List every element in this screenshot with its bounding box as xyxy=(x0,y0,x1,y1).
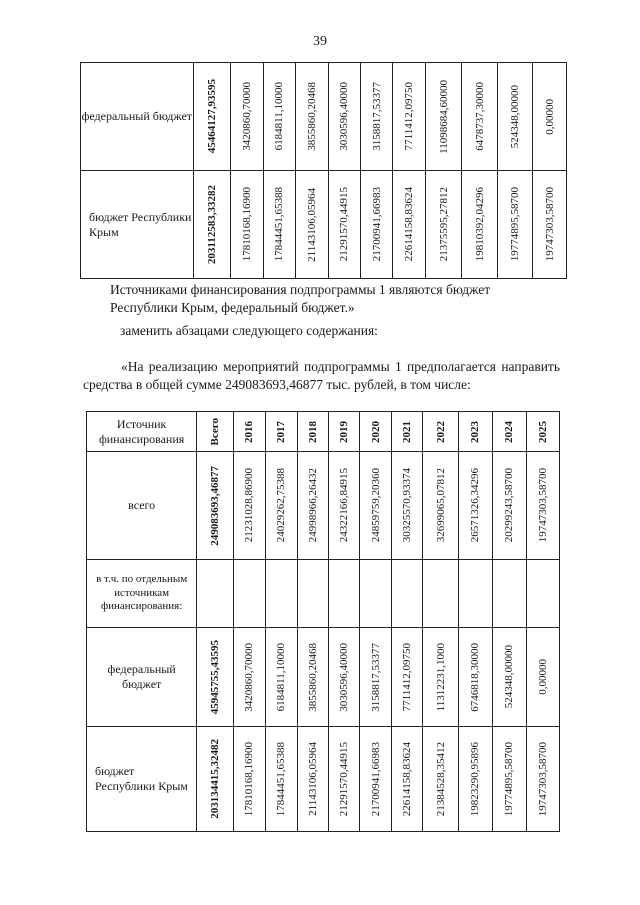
cell-value: 19810392,04296 xyxy=(473,187,486,262)
cell-value: 24859759,20360 xyxy=(369,468,382,543)
cell-value: 6746818,30000 xyxy=(469,642,482,712)
table-header-row xyxy=(87,412,560,452)
cell-value: 20299243,58700 xyxy=(503,468,516,543)
row-label-crimea: бюджет Республики Крым xyxy=(87,727,197,832)
cell-value: 17844451,65388 xyxy=(273,187,286,262)
cell-value: 3030596,40000 xyxy=(338,642,351,712)
paragraph-sources: Источниками финансирования подпрограммы 1 являются бюджет Республики Крым, федеральный бюджет.» xyxy=(110,282,491,316)
cell-value: 19774895,58700 xyxy=(503,741,516,817)
cell-total: 45464127,93595 xyxy=(205,79,218,154)
cell-value: 6184811,10000 xyxy=(275,642,288,712)
header-total: Всего xyxy=(208,417,221,446)
row-label-total: всего xyxy=(87,452,197,560)
cell-value: 24029262,75388 xyxy=(275,468,288,543)
cell-value: 21143106,05964 xyxy=(306,742,319,816)
cell-value: 21143106,05964 xyxy=(305,187,318,262)
cell-value: 19823290,95896 xyxy=(469,741,482,817)
cell-value: 17844451,65388 xyxy=(275,741,288,817)
row-label-federal: федеральный бюджет xyxy=(81,63,194,171)
header-year: 2024 xyxy=(503,420,516,443)
row-label-crimea: бюджет Республики Крым xyxy=(81,171,194,279)
cell-value: 24322166,84915 xyxy=(338,468,351,543)
cell-value: 3420860,70000 xyxy=(243,642,256,712)
header-year: 2023 xyxy=(469,420,482,443)
cell-value: 32699065,07812 xyxy=(434,468,447,543)
cell-value: 22614158,83624 xyxy=(403,187,416,262)
cell-value: 19747303,58700 xyxy=(536,468,549,543)
cell-value: 3855860,20468 xyxy=(306,642,319,712)
header-year: 2025 xyxy=(536,420,549,443)
cell-value: 6478737,30000 xyxy=(473,82,486,151)
table-row xyxy=(87,560,560,628)
table-row xyxy=(87,452,560,560)
cell-value: 11098684,60000 xyxy=(437,79,450,154)
cell-value: 24998966,26432 xyxy=(306,468,319,543)
table-row xyxy=(81,171,567,279)
cell-value: 3158817,53377 xyxy=(370,82,383,151)
cell-value: 3855860,20468 xyxy=(305,82,318,151)
header-year: 2020 xyxy=(369,420,382,443)
cell-total: 249083693,46877 xyxy=(208,465,221,546)
cell-total: 45945755,43595 xyxy=(208,639,221,715)
table-row xyxy=(87,628,560,727)
cell-total: 203112583,33282 xyxy=(205,184,218,265)
cell-value: 19774895,58700 xyxy=(509,187,522,262)
cell-value: 17810168,16900 xyxy=(240,187,253,262)
cell-total: 203134415,32482 xyxy=(208,739,221,819)
cell-value: 26571326,34296 xyxy=(469,468,482,543)
header-year: 2017 xyxy=(275,420,288,443)
cell-value: 21291570,44915 xyxy=(338,187,351,262)
cell-value: 3420860,70000 xyxy=(240,82,253,151)
paragraph-funding-total: «На реализацию мероприятий подпрограммы 1 предполагается направить средства в общей сумме 249083693,46877 тыс. рублей, в том числе: xyxy=(83,359,560,393)
cell-value: 524348,00000 xyxy=(509,84,522,149)
cell-value: 21384528,35412 xyxy=(434,741,447,817)
cell-value: 3030596,40000 xyxy=(338,82,351,151)
cell-value: 19747303,58700 xyxy=(543,187,556,262)
header-year: 2018 xyxy=(306,420,319,443)
header-year: 2016 xyxy=(243,420,256,443)
cell-value: 21375595,27812 xyxy=(437,187,450,262)
header-year: 2022 xyxy=(434,420,447,443)
cell-value: 22614158,83624 xyxy=(401,741,414,817)
cell-value: 11312231,1000 xyxy=(434,642,447,712)
cell-value: 17810168,16900 xyxy=(243,741,256,817)
cell-value: 21291570,44915 xyxy=(338,741,351,817)
cell-value: 524348,00000 xyxy=(503,645,516,709)
cell-value: 30325570,93374 xyxy=(401,468,414,543)
cell-value: 0,00000 xyxy=(536,659,549,695)
header-year: 2021 xyxy=(401,420,414,443)
budget-table-new xyxy=(86,411,560,832)
cell-value: 7711412,09750 xyxy=(401,642,414,712)
row-label-federal: федеральный бюджет xyxy=(87,628,197,727)
cell-value: 6184811,10000 xyxy=(273,82,286,151)
budget-table-previous xyxy=(80,62,567,279)
cell-value: 3158817,53377 xyxy=(369,642,382,712)
table-row xyxy=(81,63,567,171)
cell-value: 7711412,09750 xyxy=(403,82,416,151)
header-source: Источник финансирования xyxy=(87,412,197,452)
cell-value: 0,00000 xyxy=(543,98,556,135)
header-year: 2019 xyxy=(338,420,351,443)
cell-value: 21700941,66983 xyxy=(370,187,383,262)
page-number: 39 xyxy=(313,34,327,49)
table-row xyxy=(87,727,560,832)
paragraph-replace: заменить абзацами следующего содержания: xyxy=(120,323,378,338)
cell-value: 19747303,58700 xyxy=(536,741,549,817)
cell-value: 21231028,86900 xyxy=(243,468,256,543)
row-label-breakdown: в т.ч. по отдельным источникам финансирования: xyxy=(87,560,197,628)
cell-value: 21700941,66983 xyxy=(369,741,382,817)
